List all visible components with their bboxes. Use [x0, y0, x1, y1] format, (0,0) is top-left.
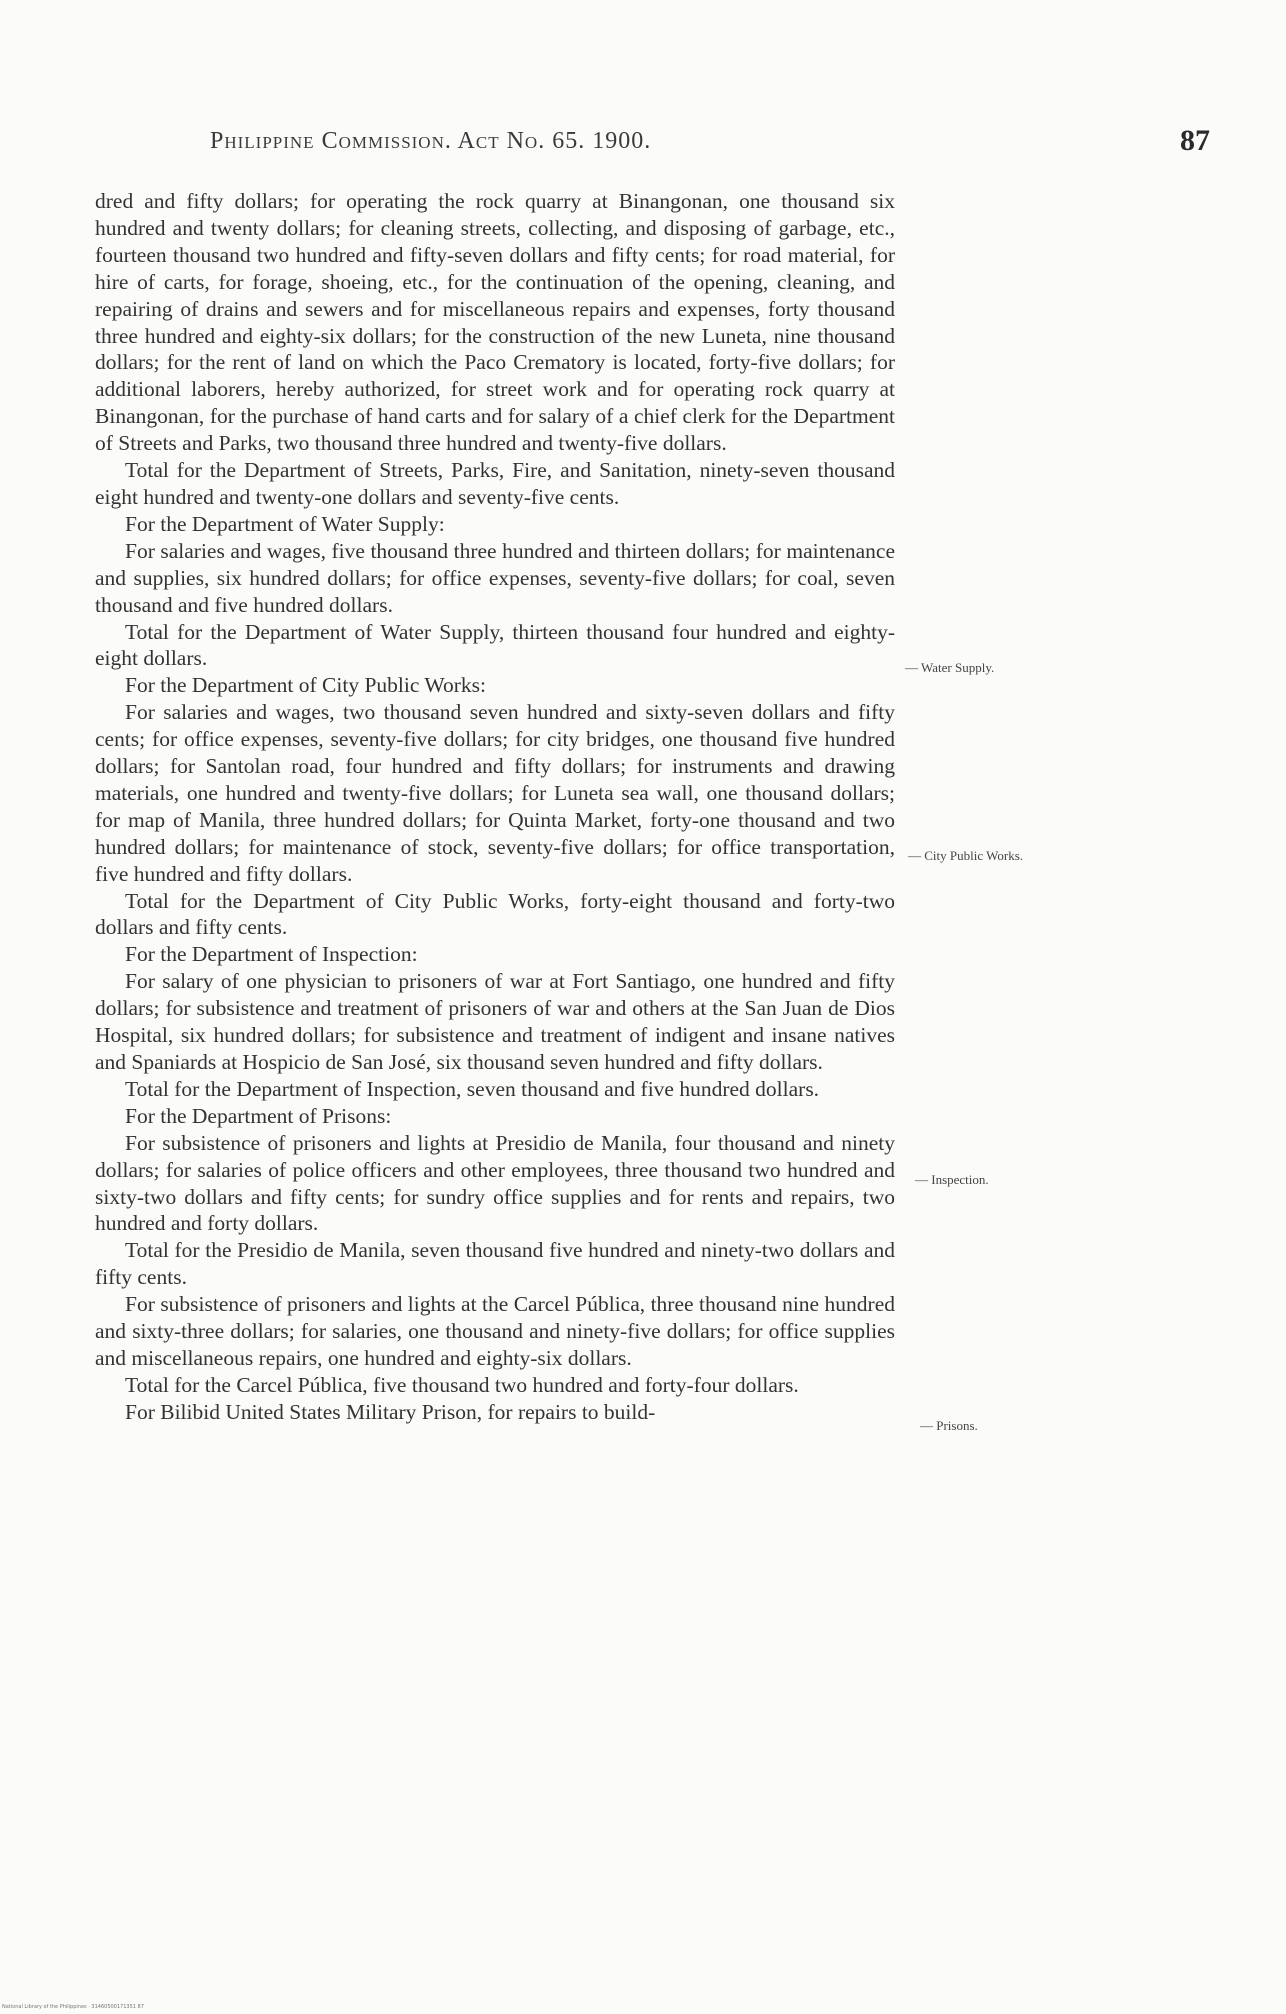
margin-note-inspection: — Inspection.	[915, 1172, 989, 1187]
paragraph: For the Department of Inspection:	[125, 942, 418, 967]
paragraph: For Bilibid United States Military Prison, for repairs to build-	[125, 1399, 656, 1424]
paragraph: For the Department of Water Supply:	[125, 511, 445, 536]
paragraph: For the Department of City Public Works:	[125, 673, 486, 698]
margin-note-water-supply: — Water Supply.	[905, 660, 995, 675]
paragraph: For salary of one physician to prisoners of war at Fort Santiago, one hundred and fifty dollars; for subsistence and treatment of prisoners of war and others at the San Juan de Dios Hospital, six hundred dollars; for subsistence and treatment of indigent and insane natives and Spaniards at Hospicio de San José, six thousand seven hundred and fifty dollars.	[95, 969, 895, 1074]
page-number: 87	[1180, 124, 1210, 157]
paragraph: For salaries and wages, five thousand three hundred and thirteen dollars; for maintenance and supplies, six hundred dollars; for office expenses, seventy-five dollars; for coal, seven thousand and five hundred dollars.	[95, 538, 895, 617]
paragraph: Total for the Department of City Public Works, forty-eight thousand and forty-two dollars and fifty cents.	[95, 888, 895, 940]
scan-footer-tag: National Library of the Philippines · 31460500171351 87	[2, 2004, 144, 2010]
paragraph: Total for the Department of Water Supply, thirteen thousand four hundred and eighty-eight dollars.	[95, 619, 895, 671]
paragraph: dred and fifty dollars; for operating the rock quarry at Binangonan, one thousand six hundred and twenty dollars; for cleaning streets, collecting, and disposing of garbage, etc., fourteen thousand two hundred and fifty-seven dollars and fifty cents; for road material, for hire of carts, for forage, shoeing, etc., for the continuation of the opening, cleaning, and repairing of drains and sewers and for miscellaneous repairs and expenses, forty thousand three hundred and eighty-six dollars; for the construction of the new Luneta, nine thousand dollars; for the rent of land on which the Paco Crematory is located, forty-five dollars; for additional laborers, hereby authorized, for street work and for operating rock quarry at Binangonan, for the purchase of hand carts and for salary of a chief clerk for the Department of Streets and Parks, two thousand three hundred and twenty-five dollars.	[95, 189, 895, 456]
paragraph: Total for the Department of Streets, Parks, Fire, and Sanitation, ninety-seven thousand eight hundred and twenty-one dollars and seventy-five cents.	[95, 458, 895, 509]
paragraph: For subsistence of prisoners and lights at Presidio de Manila, four thousand and ninety dollars; for salaries of police officers and other employees, three thousand two hundred and sixty-two dollars and fifty cents; for sundry office supplies and for rents and repairs, two hundred and forty dollars.	[95, 1130, 895, 1236]
paragraph: Total for the Carcel Pública, five thousand two hundred and forty-four dollars.	[125, 1372, 799, 1397]
running-head: Philippine Commission. Act No. 65. 1900.	[210, 128, 652, 154]
body-text	[95, 188, 895, 1426]
paragraph: Total for the Department of Inspection, seven thousand and five hundred dollars.	[125, 1076, 820, 1101]
margin-note-prisons: — Prisons.	[920, 1418, 978, 1433]
paragraph: For the Department of Prisons:	[125, 1103, 392, 1128]
paragraph: For subsistence of prisoners and lights at the Carcel Pública, three thousand nine hundred and sixty-three dollars; for salaries, one thousand and ninety-five dollars; for office supplies and miscellaneous repairs, one hundred and eighty-six dollars.	[95, 1292, 895, 1370]
margin-note-city-public-works: — City Public Works.	[908, 848, 1024, 863]
paragraph: For salaries and wages, two thousand seven hundred and sixty-seven dollars and fifty cents; for office expenses, seventy-five dollars; for city bridges, one thousand five hundred dollars; for Santolan road, four hundred and fifty dollars; for instruments and drawing materials, one hundred and twenty-five dollars; for Luneta sea wall, one thousand dollars; for map of Manila, three hundred dollars; for Quinta Market, forty-one thousand and two hundred dollars; for maintenance of stock, seventy-five dollars; for office transportation, five hundred and fifty dollars.	[95, 700, 895, 886]
paragraph: Total for the Presidio de Manila, seven thousand five hundred and ninety-two dollars and fifty cents.	[95, 1238, 895, 1290]
